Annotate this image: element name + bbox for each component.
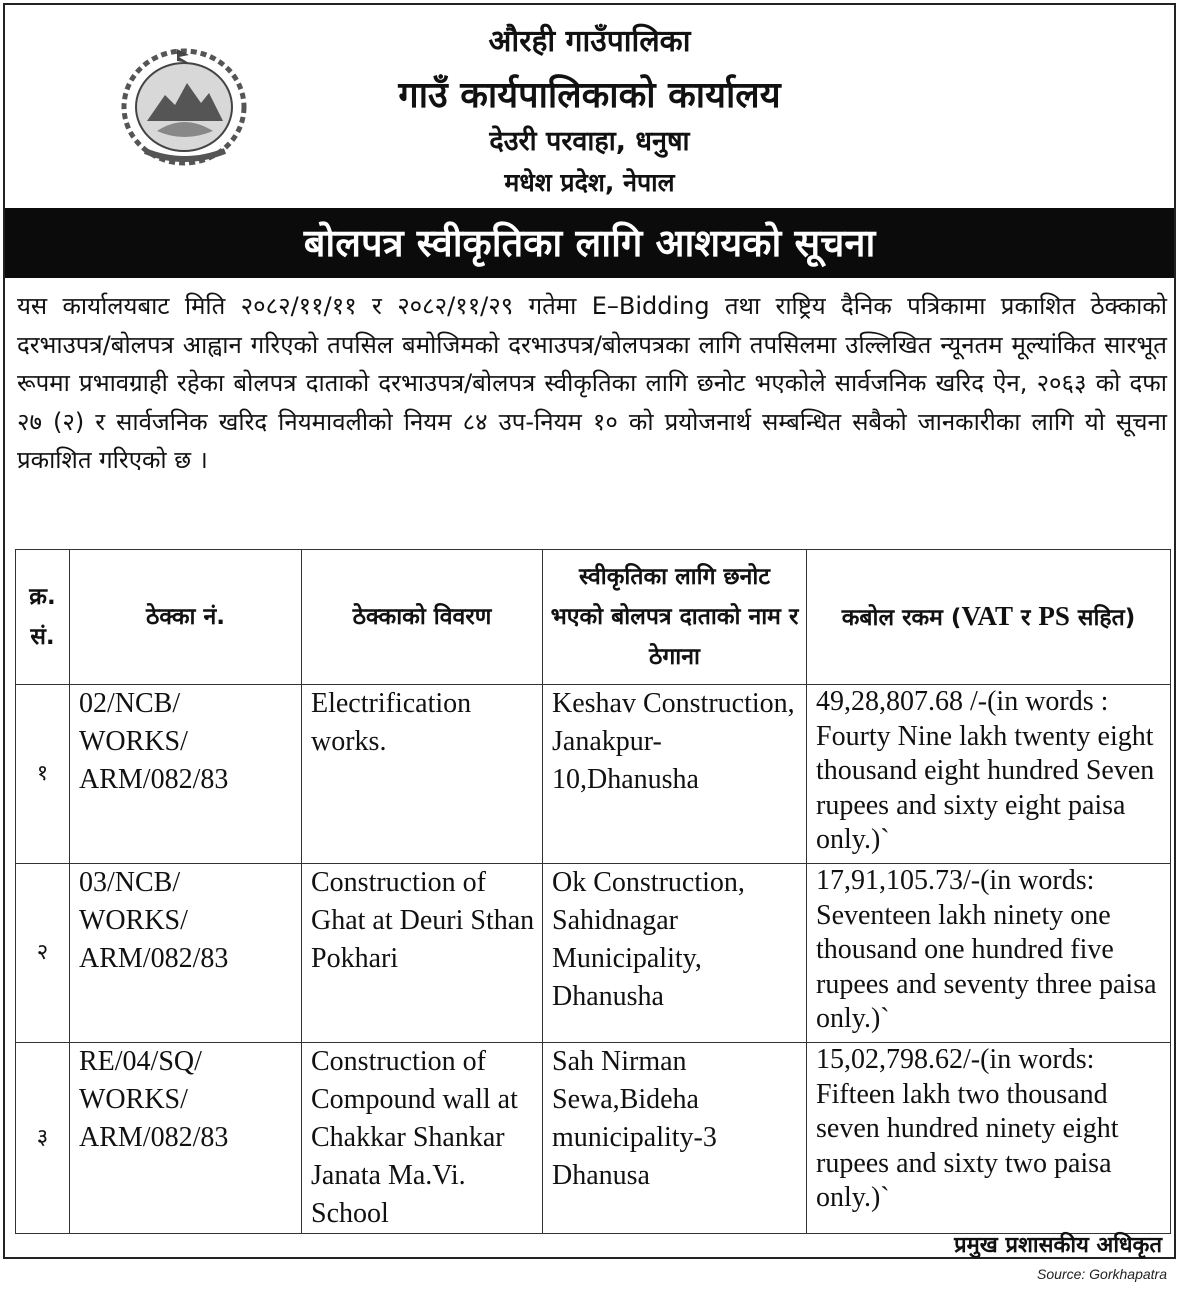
amount-header-part: र [1012,605,1039,631]
amount-header-ps: PS [1038,601,1070,631]
row-description: Construction of Ghat at Deuri Sthan Pokhari [302,864,543,1043]
row-contract-no: RE/04/SQ/ WORKS/ ARM/082/83 [70,1043,302,1234]
office-province: मधेश प्रदेश, नेपाल [504,168,675,197]
col-header-amount [807,550,1171,685]
table-row [16,1043,1171,1234]
col-header-bidder: स्वीकृतिका लागि छनोट भएको बोलपत्र दाताको नाम र ठेगाना [543,550,807,685]
row-sn: २ [16,864,70,1043]
notice-header [5,5,1174,208]
table-row [16,864,1171,1043]
row-bidder: Keshav Construction, Janakpur-10,Dhanusha [543,685,807,864]
row-bidder: Ok Construction, Sahidnagar Municipality, Dhanusha [543,864,807,1043]
signatory-title: प्रमुख प्रशासकीय अधिकृत [954,1233,1162,1258]
notice-body-text: यस कार्यालयबाट मिति २०८२/११/११ र २०८२/११/२९ गतेमा E–Bidding तथा राष्ट्रिय दैनिक पत्रिकामा प्रकाशित ठेक्काको दरभाउपत्र/बोलपत्र आह्वान गरिएको तपसिल बमोजिमको दरभाउपत्र/बोलपत्रका लागि तपसिलमा उल्लिखित न्यूनतम मूल्यांकित सारभूत रूपमा प्रभावग्राही रहेका बोलपत्र दाताको दरभाउपत्र/बोलपत्र स्वीकृतिका लागि छनोट भएकोले सार्वजनिक खरिद ऐन, २०६३ को दफा २७ (२) र सार्वजनिक खरिद नियमावलीको नियम ८४ उप-नियम १० को प्रयोजनार्थ सम्बन्धित सबैको जानकारीका लागि यो सूचना प्रकाशित गरिएको छ । [17,292,1167,474]
row-bidder: Sah Nirman Sewa,Bideha municipality-3 Dhanusa [543,1043,807,1234]
table-header-row [16,550,1171,685]
municipality-name: औरही गाउँपालिका [488,24,691,59]
row-contract-no: 03/NCB/ WORKS/ ARM/082/83 [70,864,302,1043]
row-amount: 17,91,105.73/-(in words: Seventeen lakh ninety one thousand one hundred five rupees and seventy three paisa only.)` [807,864,1171,1043]
row-amount: 49,28,807.68 /-(in words : Fourty Nine lakh twenty eight thousand eight hundred Seven rupees and sixty eight paisa only.)` [807,685,1171,864]
row-description: Electrification works. [302,685,543,864]
row-sn: ३ [16,1043,70,1234]
office-name: गाउँ कार्यपालिकाको कार्यालय [398,75,781,116]
source-credit: Source: Gorkhapatra [1037,1266,1167,1282]
amount-header-part: कबोल रकम ( [841,605,962,631]
col-header-description: ठेक्काको विवरण [302,550,543,685]
row-amount: 15,02,798.62/-(in words: Fifteen lakh two thousand seven hundred ninety eight rupees and sixty two paisa only.)` [807,1043,1171,1234]
row-sn: १ [16,685,70,864]
amount-header-part: सहित) [1069,605,1136,631]
row-contract-no: 02/NCB/ WORKS/ ARM/082/83 [70,685,302,864]
notice-title-banner: बोलपत्र स्वीकृतिका लागि आशयको सूचना [5,208,1174,278]
office-address: देउरी परवाहा, धनुषा [489,126,690,157]
col-header-contract-no: ठेक्का नं. [70,550,302,685]
notice-frame [3,3,1176,1259]
col-header-sn: क्र. सं. [16,550,70,685]
tender-table [15,549,1171,1234]
table-row [16,685,1171,864]
row-description: Construction of Compound wall at Chakkar Shankar Janata Ma.Vi. School [302,1043,543,1234]
amount-header-vat: VAT [961,601,1013,631]
